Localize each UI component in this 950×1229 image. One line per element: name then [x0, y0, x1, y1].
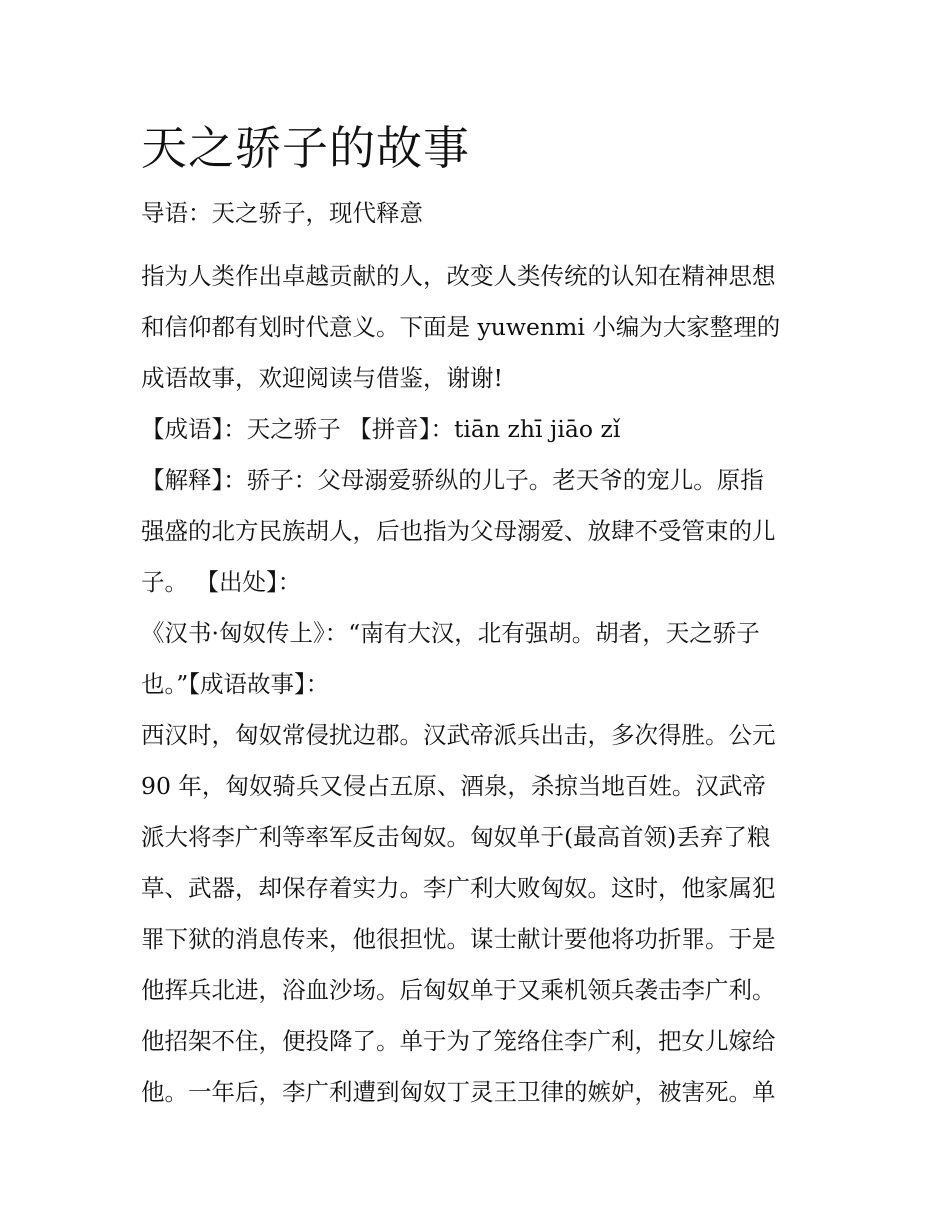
body-line: 和信仰都有划时代意义。下面是 yuwenmi 小编为大家整理的	[141, 313, 781, 341]
source-line: 《汉书·匈奴传上》：“南有大汉，北有强胡。胡者，天之骄子	[141, 619, 760, 647]
idiom-pinyin-line: 【成语】：天之骄子 【拼音】：tiān zhī jiāo zǐ	[141, 415, 621, 443]
explanation-line: 强盛的北方民族胡人，后也指为父母溺爱、放肆不受管束的儿	[141, 517, 776, 545]
story-line: 派大将李广利等率军反击匈奴。匈奴单于(最高首领)丢弃了粮	[141, 823, 771, 851]
story-line: 90 年，匈奴骑兵又侵占五原、酒泉，杀掠当地百姓。汉武帝	[141, 772, 766, 800]
story-heading-line: 也。”【成语故事】：	[141, 670, 330, 698]
story-line: 西汉时，匈奴常侵扰边郡。汉武帝派兵出击，多次得胜。公元	[141, 721, 776, 749]
explanation-line: 【解释】：骄子：父母溺爱骄纵的儿子。老天爷的宠儿。原指	[141, 466, 764, 494]
document-body	[141, 200, 821, 1118]
story-line: 罪下狱的消息传来，他很担忧。谋士献计要他将功折罪。于是	[141, 925, 776, 953]
story-line: 他挥兵北进，浴血沙场。后匈奴单于又乘机领兵袭击李广利。	[141, 976, 776, 1004]
story-line: 他招架不住，便投降了。单于为了笼络住李广利，把女儿嫁给	[141, 1027, 776, 1055]
body-line: 指为人类作出卓越贡献的人，改变人类传统的认知在精神思想	[141, 262, 776, 290]
body-line: 成语故事，欢迎阅读与借鉴，谢谢!	[141, 364, 503, 392]
story-line: 他。一年后，李广利遭到匈奴丁灵王卫律的嫉妒，被害死。单	[141, 1078, 776, 1106]
document-page	[141, 118, 821, 1118]
document-title: 天之骄子的故事	[141, 121, 470, 175]
intro-line: 导语：天之骄子，现代释意	[141, 199, 423, 227]
source-heading-line: 子。 【出处】：	[141, 568, 302, 596]
story-line: 草、武器，却保存着实力。李广利大败匈奴。这时，他家属犯	[141, 874, 776, 902]
